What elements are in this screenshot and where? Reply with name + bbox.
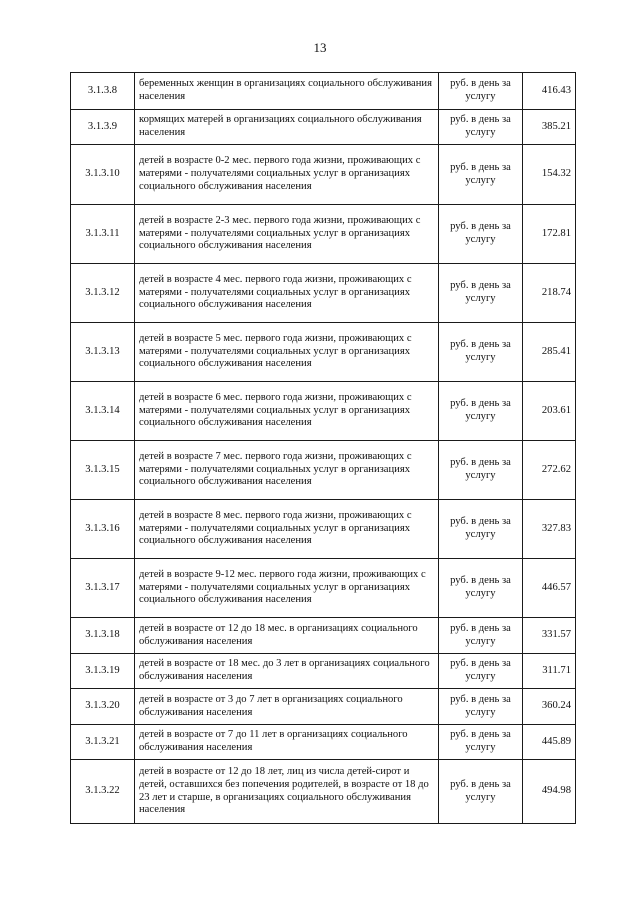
service-code: 3.1.3.11: [71, 205, 135, 264]
service-name: беременных женщин в организациях социального обслуживания населения: [135, 73, 439, 110]
service-name: детей в возрасте 4 мес. первого года жизни, проживающих с матерями - получателями социальных услуг в организациях социального обслуживания населения: [135, 264, 439, 323]
table-row: [71, 323, 576, 382]
service-code: 3.1.3.14: [71, 382, 135, 441]
page-number: 13: [313, 40, 327, 55]
table-row: [71, 73, 576, 110]
tariff-value: 311.71: [523, 654, 576, 689]
service-name: детей в возрасте от 7 до 11 лет в организациях социального обслуживания населения: [135, 725, 439, 760]
unit-of-measure: руб. в день за услугу: [439, 382, 523, 441]
table-row: [71, 264, 576, 323]
service-code: 3.1.3.21: [71, 725, 135, 760]
table-row: [71, 689, 576, 725]
service-name: детей в возрасте от 12 до 18 лет, лиц из числа детей-сирот и детей, оставшихся без попечения родителей, в возрасте от 18 до 23 лет и старше, в организациях социального обслуживания населения: [135, 760, 439, 824]
service-code: 3.1.3.20: [71, 689, 135, 725]
unit-of-measure: руб. в день за услугу: [439, 689, 523, 725]
unit-of-measure: руб. в день за услугу: [439, 110, 523, 145]
unit-of-measure: руб. в день за услугу: [439, 725, 523, 760]
table-row: [71, 382, 576, 441]
unit-of-measure: руб. в день за услугу: [439, 654, 523, 689]
service-name: детей в возрасте 7 мес. первого года жизни, проживающих с матерями - получателями социальных услуг в организациях социального обслуживания населения: [135, 441, 439, 500]
unit-of-measure: руб. в день за услугу: [439, 500, 523, 559]
table-row: [71, 441, 576, 500]
unit-of-measure: руб. в день за услугу: [439, 264, 523, 323]
unit-of-measure: руб. в день за услугу: [439, 441, 523, 500]
service-code: 3.1.3.13: [71, 323, 135, 382]
table-row: [71, 559, 576, 618]
table-row: [71, 145, 576, 205]
unit-of-measure: руб. в день за услугу: [439, 73, 523, 110]
tariff-value: 446.57: [523, 559, 576, 618]
unit-of-measure: руб. в день за услугу: [439, 618, 523, 654]
table-row: [71, 654, 576, 689]
service-name: детей в возрасте 9-12 мес. первого года жизни, проживающих с матерями - получателями социальных услуг в организациях социального обслуживания населения: [135, 559, 439, 618]
tariff-value: 327.83: [523, 500, 576, 559]
service-name: детей в возрасте от 3 до 7 лет в организациях социального обслуживания населения: [135, 689, 439, 725]
service-code: 3.1.3.15: [71, 441, 135, 500]
tariff-value: 416.43: [523, 73, 576, 110]
service-code: 3.1.3.12: [71, 264, 135, 323]
table-row: [71, 760, 576, 824]
service-name: детей в возрасте 6 мес. первого года жизни, проживающих с матерями - получателями социальных услуг в организациях социального обслуживания населения: [135, 382, 439, 441]
tariff-value: 285.41: [523, 323, 576, 382]
service-name: детей в возрасте от 18 мес. до 3 лет в организациях социального обслуживания населения: [135, 654, 439, 689]
service-code: 3.1.3.22: [71, 760, 135, 824]
service-code: 3.1.3.19: [71, 654, 135, 689]
service-name: детей в возрасте от 12 до 18 мес. в организациях социального обслуживания населения: [135, 618, 439, 654]
service-name: детей в возрасте 0-2 мес. первого года жизни, проживающих с матерями - получателями социальных услуг в организациях социального обслуживания населения: [135, 145, 439, 205]
service-code: 3.1.3.9: [71, 110, 135, 145]
service-code: 3.1.3.18: [71, 618, 135, 654]
unit-of-measure: руб. в день за услугу: [439, 760, 523, 824]
table-row: [71, 205, 576, 264]
service-code: 3.1.3.10: [71, 145, 135, 205]
unit-of-measure: руб. в день за услугу: [439, 205, 523, 264]
unit-of-measure: руб. в день за услугу: [439, 559, 523, 618]
service-name: детей в возрасте 5 мес. первого года жизни, проживающих с матерями - получателями социальных услуг в организациях социального обслуживания населения: [135, 323, 439, 382]
tariff-value: 203.61: [523, 382, 576, 441]
table-row: [71, 500, 576, 559]
tariff-value: 154.32: [523, 145, 576, 205]
tariff-value: 172.81: [523, 205, 576, 264]
tariff-value: 360.24: [523, 689, 576, 725]
tariff-value: 272.62: [523, 441, 576, 500]
service-code: 3.1.3.17: [71, 559, 135, 618]
tariff-value: 494.98: [523, 760, 576, 824]
service-name: детей в возрасте 8 мес. первого года жизни, проживающих с матерями - получателями социальных услуг в организациях социального обслуживания населения: [135, 500, 439, 559]
tariff-value: 385.21: [523, 110, 576, 145]
tariff-value: 445.89: [523, 725, 576, 760]
service-name: детей в возрасте 2-3 мес. первого года жизни, проживающих с матерями - получателями социальных услуг в организациях социального обслуживания населения: [135, 205, 439, 264]
tariff-table: [70, 72, 576, 824]
service-code: 3.1.3.16: [71, 500, 135, 559]
tariff-value: 331.57: [523, 618, 576, 654]
table-row: [71, 618, 576, 654]
tariff-value: 218.74: [523, 264, 576, 323]
table-row: [71, 110, 576, 145]
service-name: кормящих матерей в организациях социального обслуживания населения: [135, 110, 439, 145]
table-row: [71, 725, 576, 760]
service-code: 3.1.3.8: [71, 73, 135, 110]
unit-of-measure: руб. в день за услугу: [439, 323, 523, 382]
unit-of-measure: руб. в день за услугу: [439, 145, 523, 205]
